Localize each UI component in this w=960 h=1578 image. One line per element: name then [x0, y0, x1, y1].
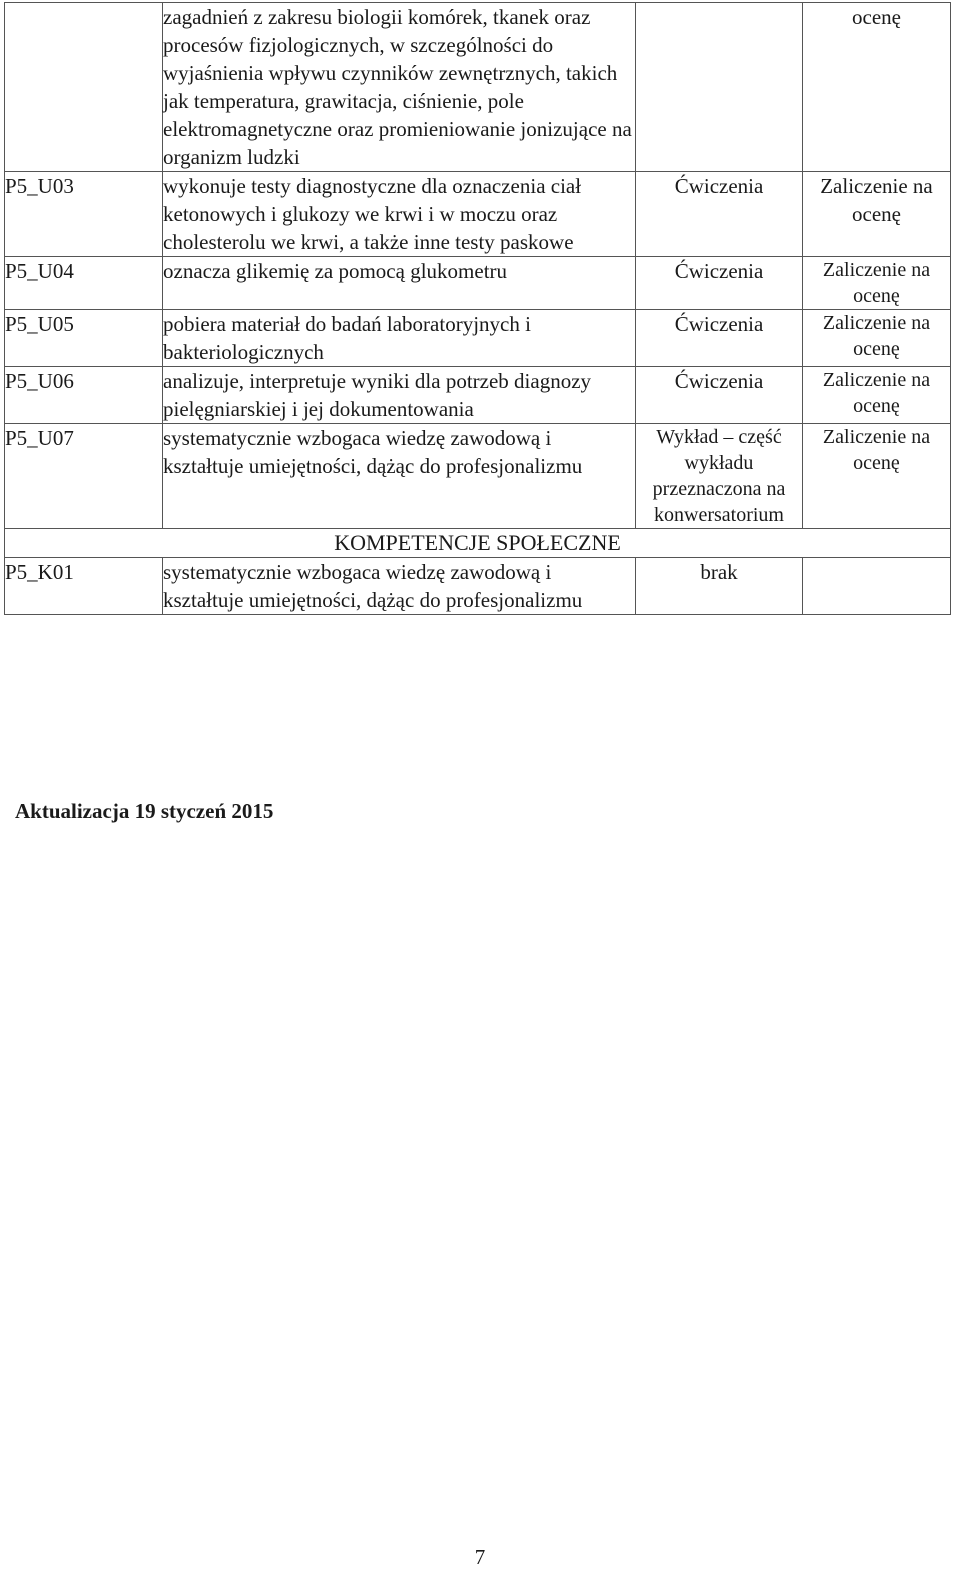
- table-row: [5, 558, 951, 615]
- table-row: [5, 172, 951, 257]
- outcome-description: systematycznie wzbogaca wiedzę zawodową i kształtuje umiejętności, dążąc do profesjonalizmu: [163, 558, 636, 615]
- teaching-method: Ćwiczenia: [636, 257, 803, 310]
- outcome-description: analizuje, interpretuje wyniki dla potrzeb diagnozy pielęgniarskiej i jej dokumentowania: [163, 367, 636, 424]
- outcome-code: P5_K01: [5, 558, 163, 615]
- table-row: [5, 310, 951, 367]
- learning-outcomes-table: [4, 2, 951, 615]
- assessment-method: Zaliczenie na ocenę: [803, 172, 951, 257]
- outcome-code: P5_U06: [5, 367, 163, 424]
- teaching-method: brak: [636, 558, 803, 615]
- table-row-continued: [5, 3, 951, 172]
- table-row: [5, 367, 951, 424]
- outcome-code: P5_U05: [5, 310, 163, 367]
- outcome-code: P5_U03: [5, 172, 163, 257]
- outcome-description: zagadnień z zakresu biologii komórek, tkanek oraz procesów fizjologicznych, w szczególności do wyjaśnienia wpływu czynników zewnętrznych, takich jak temperatura, grawitacja, ciśnienie, pole elektromagnetyczne oraz promieniowanie jonizujące na organizm ludzki: [163, 3, 636, 172]
- assessment-method: Zaliczenie na ocenę: [803, 367, 951, 424]
- assessment-method: ocenę: [803, 3, 951, 172]
- assessment-method: [803, 558, 951, 615]
- outcome-description: wykonuje testy diagnostyczne dla oznaczenia ciał ketonowych i glukozy we krwi i w moczu oraz cholesterolu we krwi, a także inne testy paskowe: [163, 172, 636, 257]
- assessment-method: Zaliczenie na ocenę: [803, 257, 951, 310]
- outcome-code: P5_U07: [5, 424, 163, 529]
- page-number: 7: [474, 1545, 486, 1569]
- section-heading: KOMPETENCJE SPOŁECZNE: [5, 529, 951, 558]
- table-row: [5, 424, 951, 529]
- teaching-method: Ćwiczenia: [636, 367, 803, 424]
- teaching-method: Ćwiczenia: [636, 310, 803, 367]
- teaching-method: [636, 3, 803, 172]
- table-row: [5, 257, 951, 310]
- update-note: Aktualizacja 19 styczeń 2015: [15, 799, 274, 823]
- outcome-description: pobiera materiał do badań laboratoryjnych i bakteriologicznych: [163, 310, 636, 367]
- section-heading-row: [5, 529, 951, 558]
- outcome-description: oznacza glikemię za pomocą glukometru: [163, 257, 636, 310]
- teaching-method: Wykład – część wykładu przeznaczona na konwersatorium: [636, 424, 803, 529]
- outcome-description: systematycznie wzbogaca wiedzę zawodową i kształtuje umiejętności, dążąc do profesjonalizmu: [163, 424, 636, 529]
- assessment-method: Zaliczenie na ocenę: [803, 424, 951, 529]
- teaching-method: Ćwiczenia: [636, 172, 803, 257]
- outcome-code: [5, 3, 163, 172]
- assessment-method: Zaliczenie na ocenę: [803, 310, 951, 367]
- outcome-code: P5_U04: [5, 257, 163, 310]
